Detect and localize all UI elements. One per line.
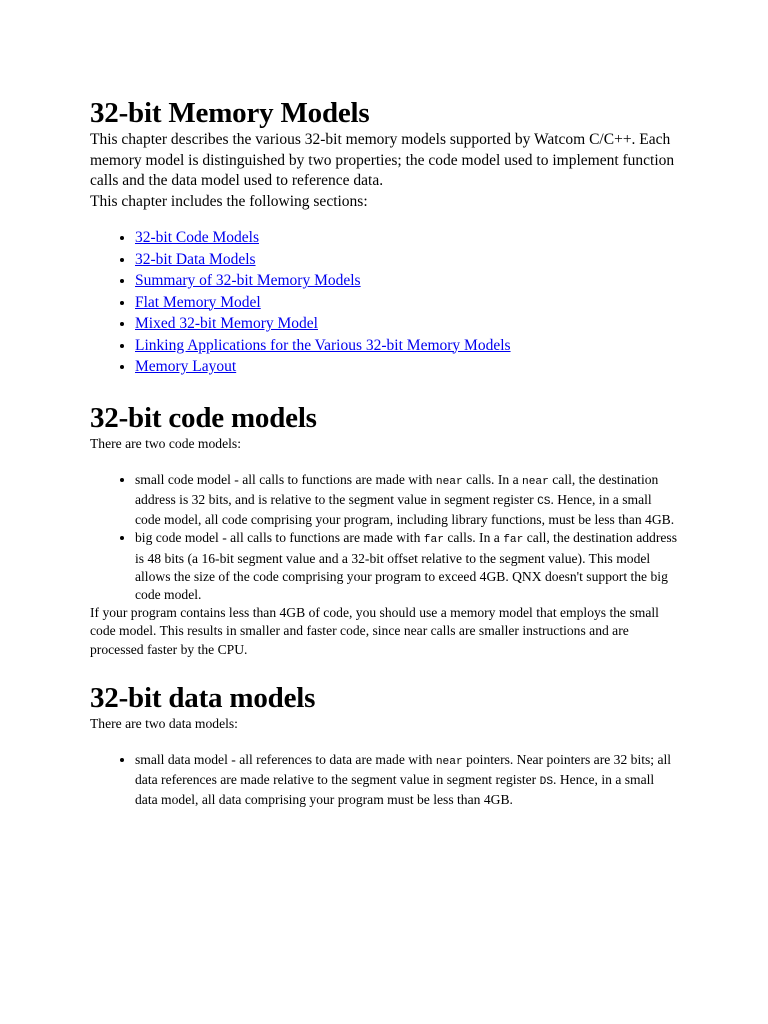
includes-text: This chapter includes the following sections:	[90, 192, 368, 210]
keyword: far	[423, 534, 444, 547]
big-code-model-item	[135, 529, 678, 604]
list-item	[135, 270, 678, 292]
text: small data model - all references to data are made with	[135, 751, 436, 767]
data-models-list	[90, 751, 678, 810]
list-item	[135, 249, 678, 271]
keyword: DS	[539, 776, 554, 789]
link-32bit-code-models[interactable]: 32-bit Code Models	[135, 229, 259, 246]
code-models-heading: 32-bit code models	[90, 401, 317, 434]
keyword: near	[435, 475, 463, 488]
list-item	[135, 292, 678, 314]
link-summary-memory-models[interactable]: Summary of 32-bit Memory Models	[135, 272, 361, 289]
intro-paragraph: This chapter describes the various 32-bit memory models supported by Watcom C/C++. Each memory model is distinguished by two properties; the code model used to implement function calls and the data model used to reference data.	[90, 131, 675, 189]
text: small code model - all calls to functions are made with	[135, 471, 436, 487]
list-item	[135, 356, 678, 378]
list-item	[135, 227, 678, 249]
text: call, the destination address is 48 bits (a 16-bit segment value and a 32-bit offset relative to the segment value). This model allows the size of the code comprising your program to exceed 4GB. QNX doesn't support the big code model.	[135, 530, 677, 602]
text: . Hence, in a small code model, all code comprising your program, including library functions, must be less than 4GB.	[135, 491, 675, 528]
page-title: 32-bit Memory Models	[90, 97, 370, 129]
code-models-closing: If your program contains less than 4GB of code, you should use a memory model that employs the small code model. This results in smaller and faster code, since near calls are smaller instructions and are processed faster by the CPU.	[90, 605, 659, 657]
list-item	[135, 335, 678, 357]
code-models-intro: There are two code models:	[90, 435, 241, 451]
text: big code model - all calls to functions are made with	[135, 530, 424, 546]
list-item	[135, 313, 678, 335]
text: call, the destination address is 32 bits, and is relative to the segment value in segment register	[135, 471, 659, 507]
keyword: far	[503, 534, 524, 547]
keyword: CS	[537, 495, 551, 508]
data-models-intro: There are two data models:	[90, 715, 238, 731]
link-flat-memory-model[interactable]: Flat Memory Model	[135, 293, 261, 311]
link-32bit-data-models[interactable]: 32-bit Data Models	[135, 250, 256, 268]
small-code-model-item	[135, 471, 678, 530]
text: . Hence, in a small data model, all data comprising your program must be less than 4GB.	[135, 772, 655, 808]
section-link-list	[90, 227, 678, 378]
code-models-list	[90, 471, 678, 604]
link-memory-layout[interactable]: Memory Layout	[135, 358, 237, 375]
data-models-heading: 32-bit data models	[90, 681, 316, 714]
link-mixed-memory-model[interactable]: Mixed 32-bit Memory Model	[135, 315, 318, 332]
text: pointers. Near pointers are 32 bits; all data references are made relative to the segment value in segment register	[135, 751, 672, 788]
text: calls. In a	[443, 530, 504, 546]
keyword: near	[435, 755, 463, 768]
small-data-model-item	[135, 751, 678, 810]
link-linking-applications[interactable]: Linking Applications for the Various 32-bit Memory Models	[135, 336, 511, 354]
keyword: near	[522, 475, 549, 488]
text: calls. In a	[462, 471, 522, 487]
